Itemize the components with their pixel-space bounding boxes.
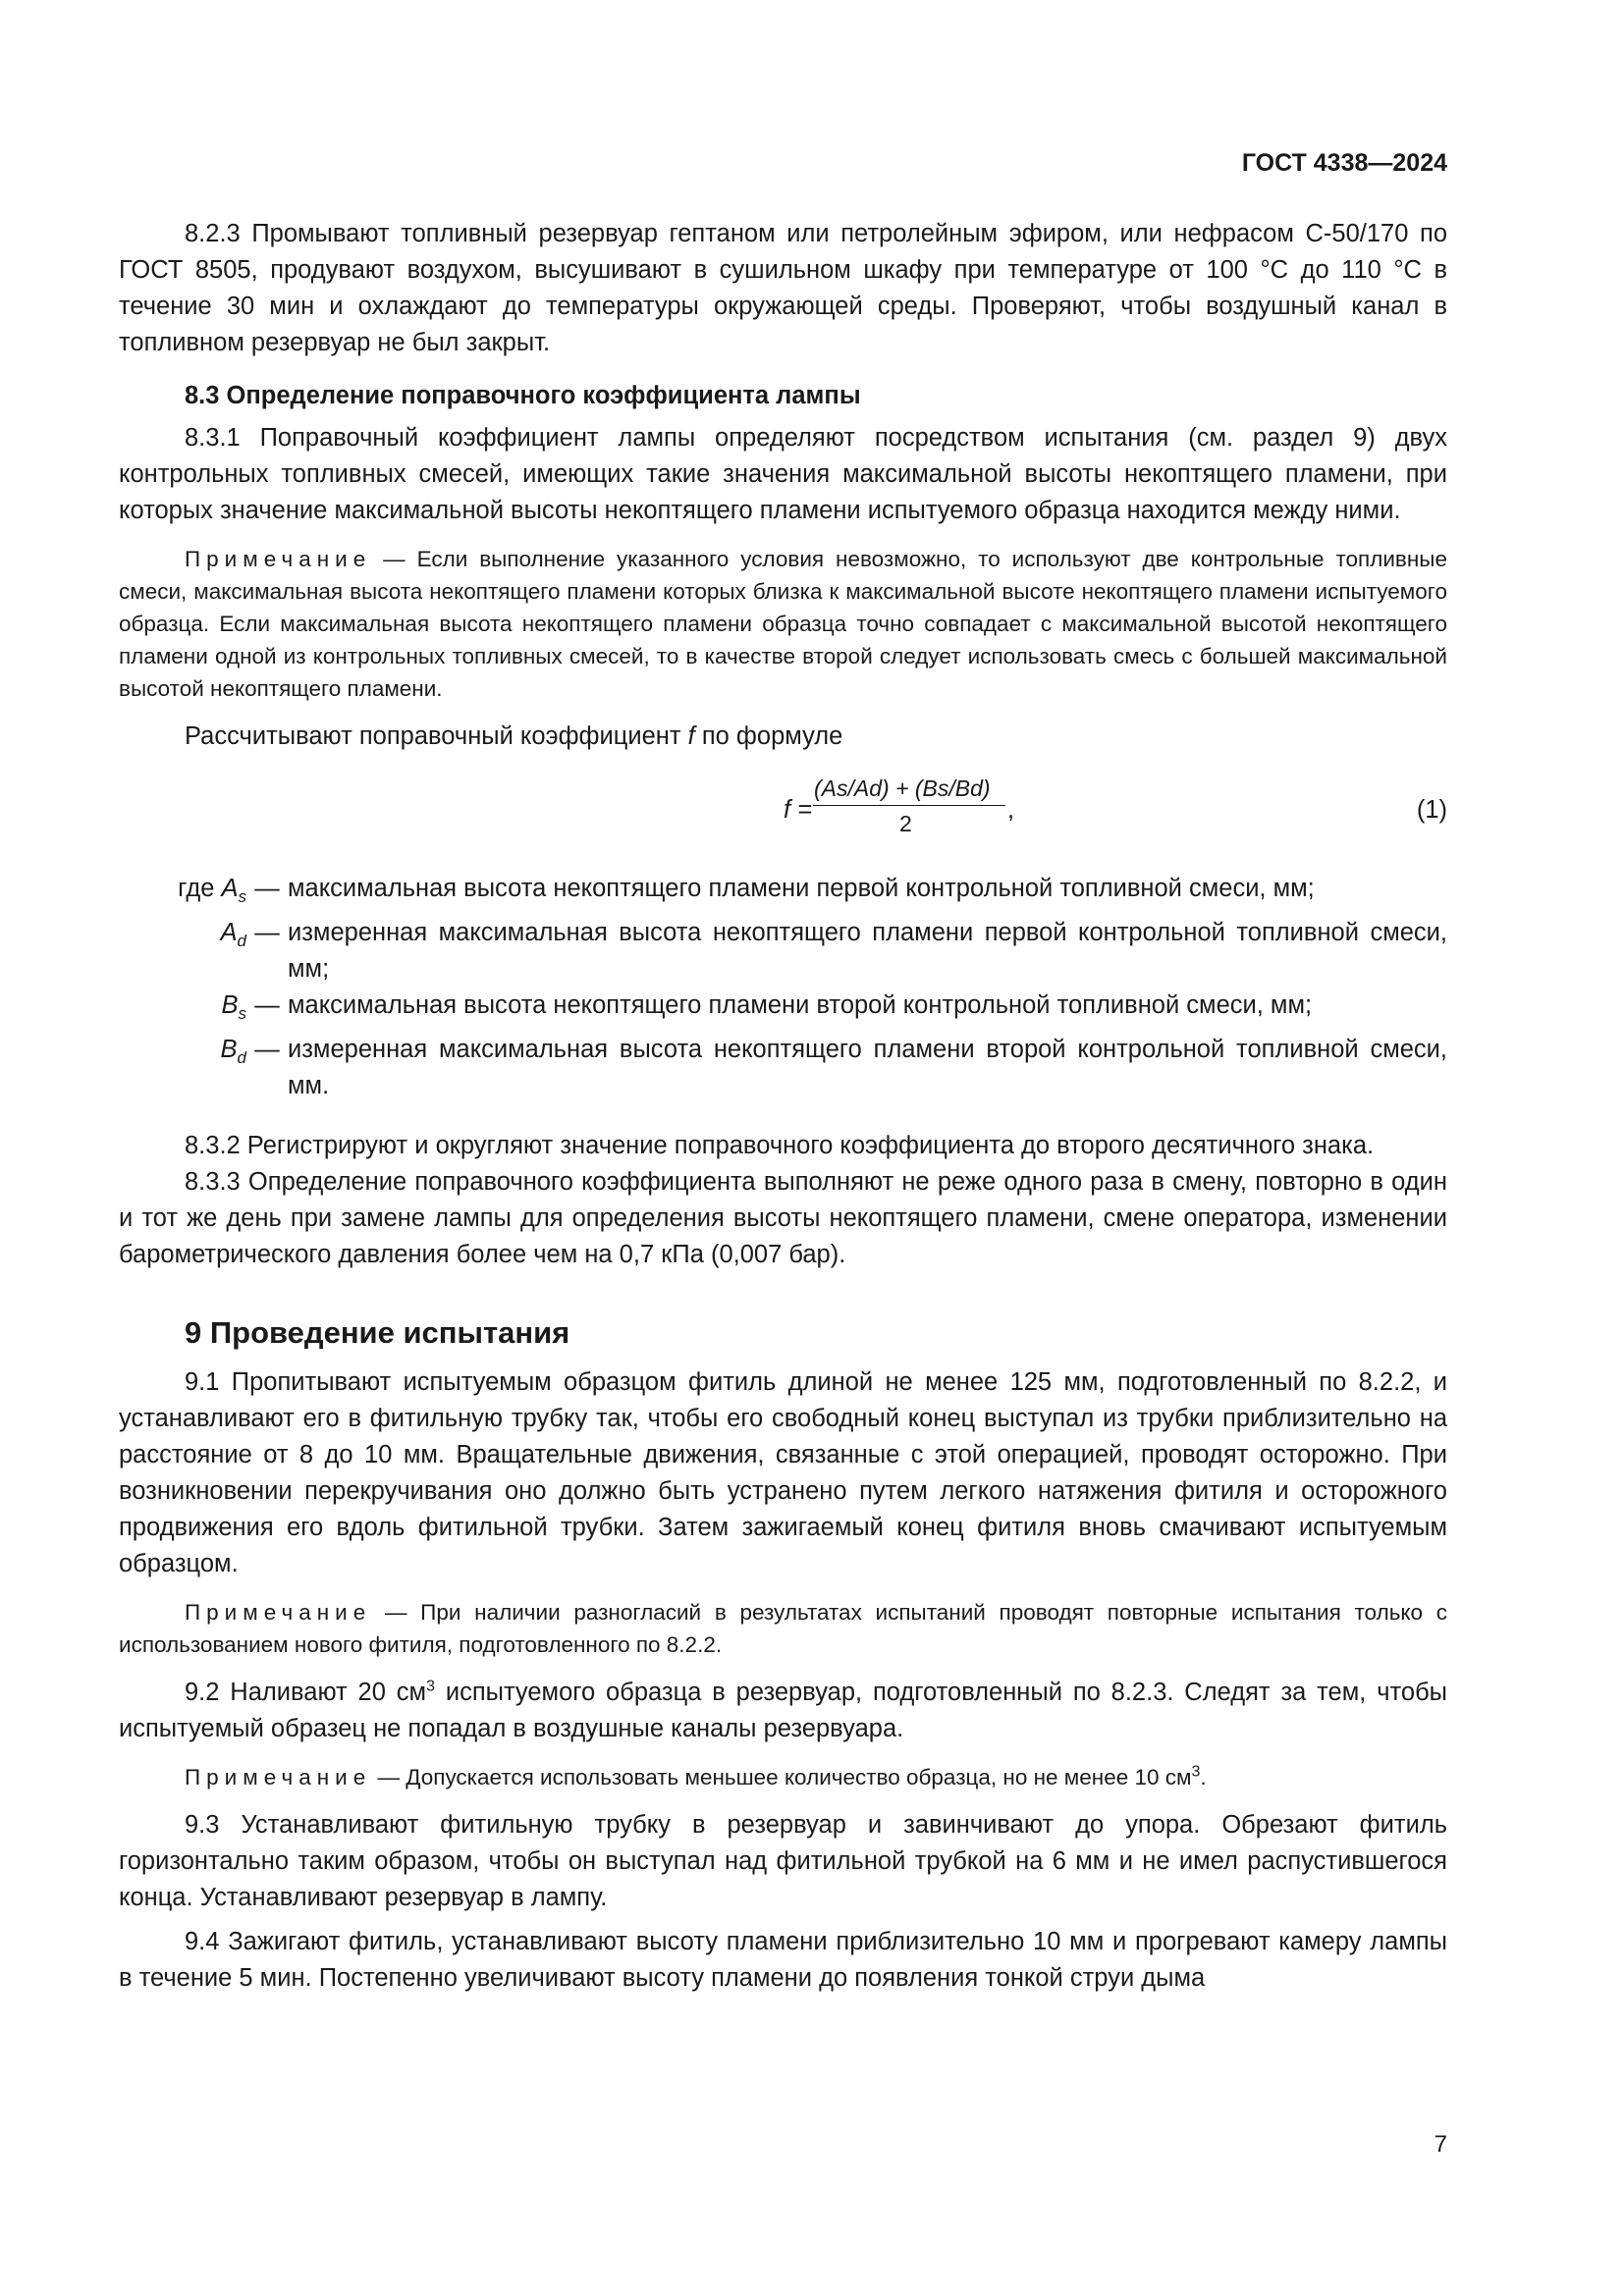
calc-intro: Рассчитывают поправочный коэффициент f по формуле: [185, 722, 843, 750]
equation-number: (1): [1416, 796, 1447, 824]
where-prefix: где: [178, 875, 215, 902]
formula-numerator: (As/Ad) + (Bs/Bd): [814, 775, 991, 801]
note-1: Примечание — Если выполнение указанного условия невозможно, то используют две контрольные топливные смеси, максимальная высота некоптящего пламени которых близка к максимальной высоте некоптящего пламени испытуемого образца. Если максимальная высота некоптящего пламени образца точно совпадает с максимальной высотой некоптящего пламени одной из контрольных топливных смесей, то в качестве второй следует использовать смесь с большей максимальной высотой некоптящего пламени.: [119, 547, 1447, 701]
formula-1: [119, 771, 1447, 861]
page-number: 7: [1434, 2131, 1447, 2158]
formula-expression: [664, 771, 1015, 861]
paragraph-8-3-3: 8.3.3 Определение поправочного коэффициента выполняют не реже одного раза в смену, повторно в один и тот же день при замене лампы для определения высоты некоптящего пламени, смене оператора, изменении барометрического давления более чем на 0,7 кПа (0,007 бар).: [119, 1168, 1447, 1269]
note-label: Примечание: [185, 1765, 372, 1790]
note-2: Примечание — При наличии разногласий в результатах испытаний проводят повторные испытания только с использованием нового фитиля, подготовленного по 8.2.2.: [119, 1600, 1447, 1658]
standard-header: ГОСТ 4338—2024: [1241, 149, 1447, 177]
formula-denominator: 2: [899, 811, 912, 836]
paragraph-9-2: 9.2 Наливают 20 $см^3$ испытуемого образца в резервуар, подготовленный по 8.2.3. Следят за тем, чтобы испытуемый образец не попадал в воздушные каналы резервуара.: [119, 1678, 1447, 1743]
note-1-text: Если выполнение указанного условия невозможно, то используют две контрольные топливные смеси, максимальная высота некоптящего пламени которых близка к максимальной высоте некоптящего пламени испытуемого образца. Если максимальная высота некоптящего пламени образца точно совпадает с максимальной высотой некоптящего пламени одной из контрольных топливных смесей, то в качестве второй следует использовать смесь с большей максимальной высотой некоптящего пламени.: [119, 547, 1447, 701]
variable-f: f: [687, 722, 695, 750]
note-label: Примечание: [185, 1600, 372, 1626]
page-content: [119, 216, 1447, 1997]
paragraph-8-3-1: 8.3.1 Поправочный коэффициент лампы определяют посредством испытания (см. раздел 9) двух контрольных топливных смесей, имеющих такие значения максимальной высоты некоптящего пламени, при которых значение максимальной высоты некоптящего пламени испытуемого образца находится между ними.: [119, 424, 1447, 524]
section-9-heading: 9 Проведение испытания: [185, 1315, 570, 1351]
paragraph-9-4: 9.4 Зажигают фитиль, устанавливают высоту пламени приблизительно 10 мм и прогревают камеру лампы в течение 5 мин. Постепенно увеличивают высоту пламени до появления тонкой струи дыма: [119, 1928, 1447, 1993]
note-label: Примечание: [185, 547, 372, 571]
paragraph-9-1: 9.1 Пропитывают испытуемым образцом фитиль длиной не менее 125 мм, подготовленный по 8.2.2, и устанавливают его в фитильную трубку так, чтобы его свободный конец выступал из трубки приблизительно на расстояние от 8 до 10 мм. Вращательные движения, связанные с этой операцией, проводят осторожно. При возникновении перекручивания оно должно быть устранено путем легкого натяжения фитиля и осторожного продвижения его вдоль фитильной трубки. Затем зажигаемый конец фитиля вновь смачивают испытуемым образцом.: [119, 1368, 1447, 1578]
paragraph-8-2-3: 8.2.3 Промывают топливный резервуар гептаном или петролейным эфиром, или нефрасом С-50/170 по ГОСТ 8505, продувают воздухом, высушивают в сушильном шкафу при температуре от 100 °С до 110 °С в течение 30 мин и охлаждают до температуры окружающей среды. Проверяют, чтобы воздушный канал в топливном резервуар не был закрыт.: [119, 220, 1447, 356]
where-item: где $A_s$ — максимальная высота некоптящего пламени первой контрольной топливной смеси, мм;: [178, 875, 1315, 907]
where-item: $B_d$ — измеренная максимальная высота некоптящего пламени второй контрольной топливной смеси, мм.: [220, 1036, 1447, 1100]
formula-lhs: f =: [784, 796, 813, 824]
where-item: $A_d$ — измеренная максимальная высота некоптящего пламени первой контрольной топливной смеси, мм;: [220, 919, 1447, 984]
paragraph-8-3-2: 8.3.2 Регистрируют и округляют значение поправочного коэффициента до второго десятичного знака.: [185, 1132, 1375, 1160]
note-3: Примечание — Допускается использовать меньшее количество образца, но не менее 10 $см^3$.: [185, 1763, 1207, 1790]
note-2-text: При наличии разногласий в результатах испытаний проводят повторные испытания только с использованием нового фитиля, подготовленного по 8.2.2.: [119, 1600, 1447, 1658]
formula-comma: ,: [1007, 796, 1015, 824]
where-item: $B_s$ — максимальная высота некоптящего пламени второй контрольной топливной смеси, мм;: [221, 991, 1313, 1024]
paragraph-9-3: 9.3 Устанавливают фитильную трубку в резервуар и завинчивают до упора. Обрезают фитиль горизонтально таким образом, чтобы он выступал над фитильной трубкой на 6 мм и не имел распустившегося конца. Устанавливают резервуар в лампу.: [119, 1811, 1447, 1912]
section-8-3-heading: 8.3 Определение поправочного коэффициента лампы: [185, 382, 861, 409]
where-list: [119, 871, 1447, 1104]
